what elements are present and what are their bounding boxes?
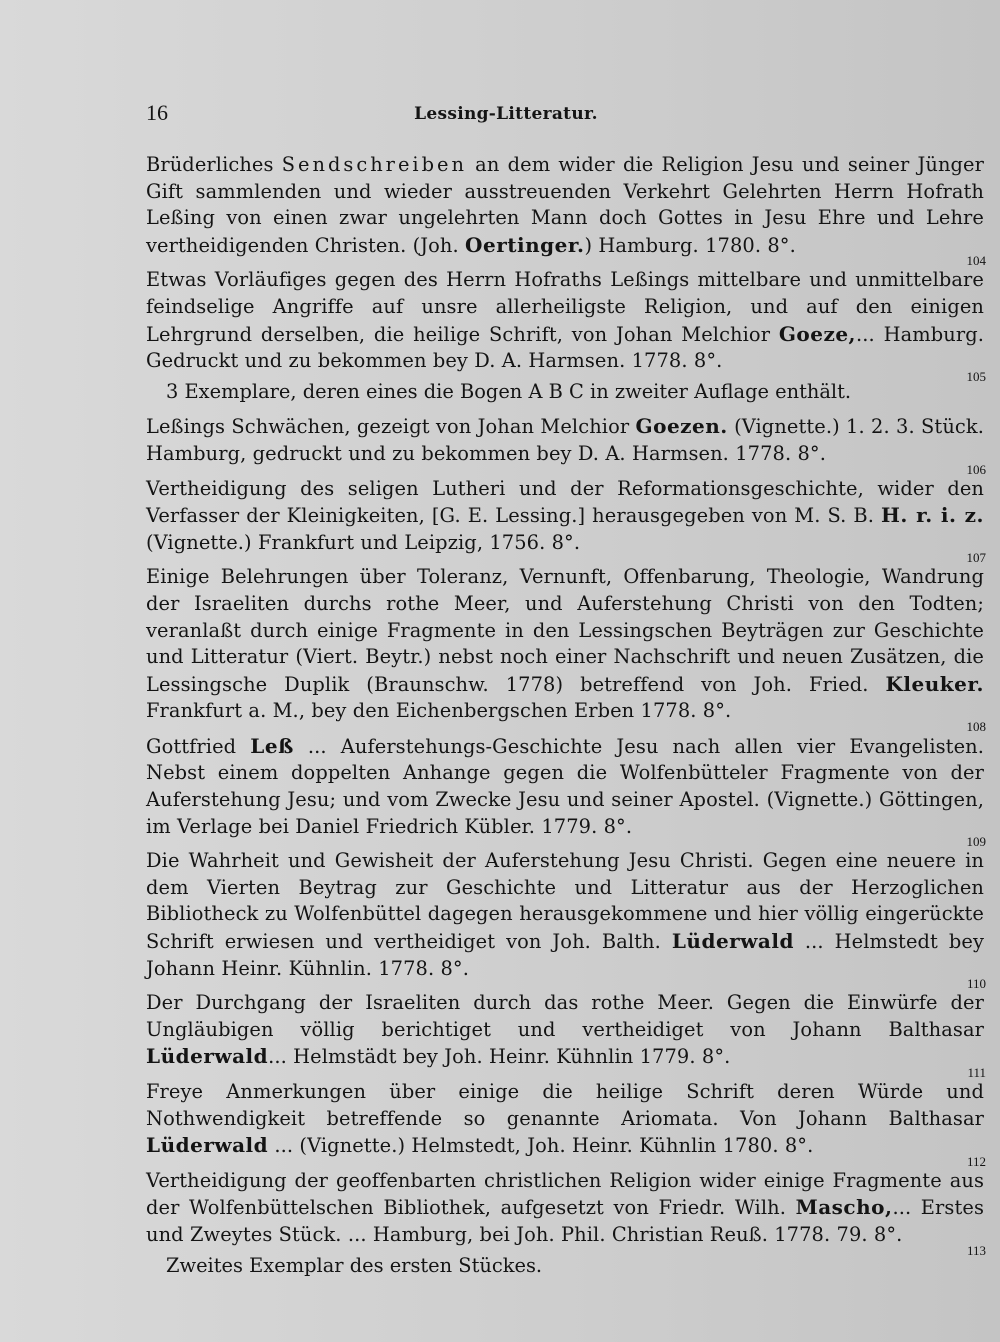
entry-number: 105 [966, 369, 986, 385]
page-header [146, 100, 866, 130]
entry-text [146, 1079, 984, 1160]
bibliography-entry [146, 267, 984, 405]
entry-text [146, 733, 984, 840]
entry-text-segment: (Vignette.) Frankfurt und Leipzig, 1756. 8°. [146, 530, 581, 554]
entry-note: Zweites Exemplar des ersten Stückes. [166, 1253, 543, 1277]
entry-text-segment: ... Helmstedt bey Johann Heinr. Kühnlin. 1778. 8°. [146, 930, 984, 980]
bibliography-entry [146, 413, 986, 477]
entry-text-segment: Leßings Schwächen, gezeigt von Johan Melchior [146, 415, 636, 439]
entry-text-segment: Freye Anmerkungen über einige die heilige Schrift deren Würde und Nothwendigkeit betreffende so genannte Ariomata. Von Johann Balthasar [146, 1080, 984, 1130]
bibliography-entry [146, 848, 986, 992]
entry-text [146, 267, 984, 374]
entry-number: 104 [966, 253, 986, 269]
entry-text [146, 564, 984, 725]
entry-text-segment: ... Helmstädt bey Joh. Heinr. Kühnlin 1779. 8°. [268, 1045, 731, 1069]
bibliography-entry [146, 476, 986, 566]
entry-text-segment: (Vignette.) 1. 2. 3. Stück. Hamburg, gedruckt und zu bekommen bey D. A. Harmsen. 1778. 8°. [146, 415, 984, 465]
entry-text [146, 990, 984, 1071]
entry-text-segment: an dem wider die Religion Jesu und seiner Jünger Gift sammlenden und wieder ausstreuenden Verkehrt Gelehrten Herrn Hofrath Leßing von einen zwar ungelehrten Mann doch Gottes in Jesu Ehre und Lehre vertheidigenden Christen. (Joh. [146, 153, 985, 257]
entry-emphasis: Sendschreiben [281, 153, 468, 176]
entry-text-segment: ... Hamburg. Gedruckt und zu bekommen bey D. A. Harmsen. 1778. 8°. [146, 322, 984, 373]
entry-author: Kleuker. [885, 671, 984, 696]
entry-text-segment: ... (Vignette.) Helmstedt, Joh. Heinr. Kühnlin 1780. 8°. [268, 1134, 814, 1158]
entry-text-segment: ) Hamburg. 1780. 8°. [584, 233, 796, 257]
bibliography-entry [146, 1168, 984, 1279]
entry-author: Mascho, [795, 1195, 893, 1220]
entry-text-segment: Gottfried [146, 734, 251, 758]
bibliography-entry [146, 152, 986, 269]
entry-number: 111 [967, 1065, 986, 1080]
entry-text [146, 152, 984, 259]
entry-note: 3 Exemplare, deren eines die Bogen A B C in zweiter Auflage enthält. [166, 379, 852, 403]
entry-number: 108 [966, 718, 986, 734]
bibliography-entry [146, 990, 986, 1080]
entry-author: Oertinger. [465, 232, 585, 257]
entry-number: 106 [966, 461, 986, 477]
entry-text-segment: Etwas Vorläufiges gegen des Herrn Hofraths Leßings mittelbare und unmittelbare feindselige Angriffe auf unsre allerheiligste Religion, und auf den einigen Lehrgrund derselben, die heilige Schrift, von Johan Melchior [146, 268, 984, 346]
entry-author: Goezen. [635, 414, 728, 439]
entry-author: Lüderwald [671, 929, 794, 954]
entry-author: H. r. i. z. [881, 503, 985, 528]
entry-number: 113 [966, 1243, 986, 1259]
page-number: 16 [146, 100, 168, 125]
entry-text [146, 848, 984, 982]
entry-text-segment: Vertheidigung der geoffenbarten christlichen Religion wider einige Fragmente aus der Wolfenbüttelschen Bibliothek, aufgesetzt von Friedr. Wilh. [146, 1168, 984, 1220]
running-title: Lessing-Litteratur. [414, 104, 598, 124]
entry-text-segment: Brüderliches [146, 153, 282, 176]
entry-text-segment: Der Durchgang der Israeliten durch das rothe Meer. Gegen die Einwürfe der Ungläubigen völlig berichtiget und vertheidiget von Johann Balthasar [146, 991, 984, 1041]
bibliography-entry [146, 1079, 986, 1169]
entry-text-segment: Die Wahrheit und Gewisheit der Auferstehung Jesu Christi. Gegen eine neuere in dem Vierten Beytrag zur Geschichte und Litteratur aus der Herzoglichen Bibliotheck zu Wolfenbüttel dagegen herausgekommene und hier völlig eingerückte Schrift erwiesen und vertheidiget von Joh. Balth. [146, 849, 984, 954]
entry-number: 110 [966, 976, 986, 992]
entry-text [146, 476, 984, 557]
entry-text-segment: ... Auferstehungs-Geschichte Jesu nach allen vier Evangelisten. Nebst einem doppelten Anhange gegen die Wolfenbütteler Fragmente von der Auferstehung Jesu; und vom Zwecke Jesu und seiner Apostel. (Vignette.) Göttingen, im Verlage bei Daniel Friedrich Kübler. 1779. 8°. [146, 734, 984, 838]
entry-text-segment: ... Erstes und Zweytes Stück. ... Hamburg, bei Joh. Phil. Christian Reuß. 1778. 79. 8°. [146, 1196, 984, 1246]
entry-author: Leß [250, 733, 294, 758]
entry-number: 112 [966, 1153, 986, 1169]
entry-text [146, 1168, 984, 1249]
entry-text-segment: Vertheidigung des seligen Lutheri und der Reformationsgeschichte, wider den Verfasser der Kleinigkeiten, [G. E. Lessing.] herausgegeben von M. S. B. [146, 476, 984, 528]
bibliography-entry [146, 564, 986, 734]
entry-author: Lüderwald [146, 1044, 269, 1069]
entry-author: Lüderwald [146, 1133, 269, 1158]
entry-number: 107 [966, 550, 986, 566]
entry-text-segment: Frankfurt a. M., bey den Eichenbergschen Erben 1778. 8°. [146, 699, 732, 723]
bibliography-list [146, 152, 984, 1287]
entry-text [146, 413, 984, 467]
bibliography-entry [146, 733, 986, 850]
entry-number: 109 [966, 834, 986, 850]
entry-text-segment: Einige Belehrungen über Toleranz, Vernunft, Offenbarung, Theologie, Wandrung der Israeliten durchs rothe Meer, und Auferstehung Christi von den Todten; veranlaßt durch einige Fragmente in den Lessingschen Beyträgen zur Geschichte und Litteratur (Viert. Beytr.) nebst noch einer Nachschrift und neuen Zusätzen, die Lessingsche Duplik (Braunschw. 1778) betreffend von Joh. Fried. [146, 565, 984, 696]
entry-author: Goeze, [778, 321, 857, 346]
